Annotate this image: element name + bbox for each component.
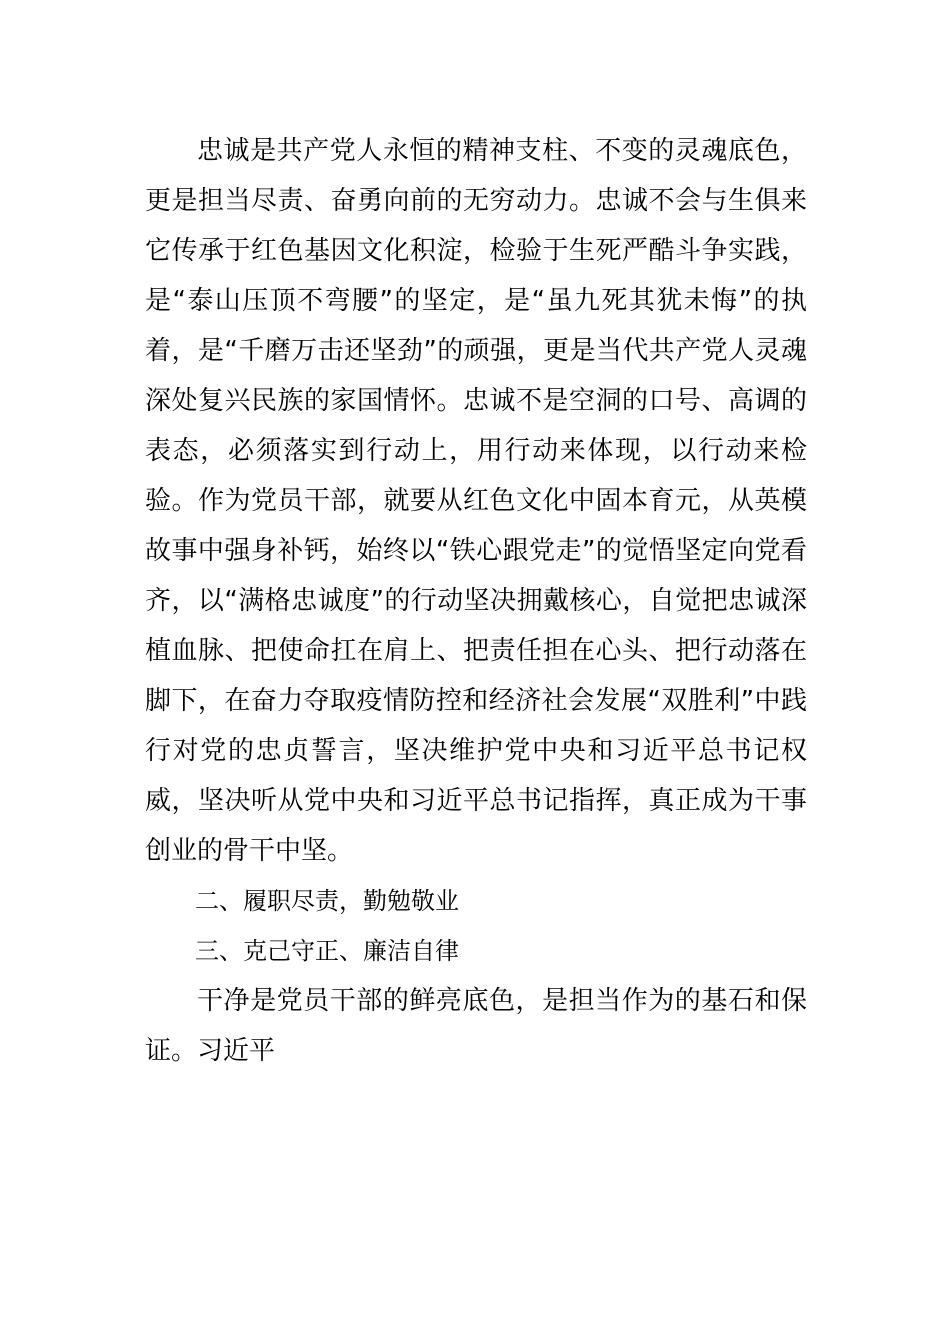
- document-body: [145, 126, 807, 1076]
- section-heading-2: 二、履职尽责，勤勉敬业: [195, 887, 459, 915]
- paragraph-loyalty: 忠诚是共产党人永恒的精神支柱、不变的灵魂底色，更是担当尽责、奋勇向前的无穷动力。忠诚不会与生俱来它传承于红色基因文化积淀，检验于生死严酷斗争实践，是“泰山压顶不弯腰”的坚定，是“虽九死其犹未悔”的执着，是“千磨万击还坚劲”的顽强，更是当代共产党人灵魂深处复兴民族的家国情怀。忠诚不是空洞的口号、高调的表态，必须落实到行动上，用行动来体现，以行动来检验。作为党员干部，就要从红色文化中固本育元，从英模故事中强身补钙，始终以“铁心跟党走”的觉悟坚定向党看齐，以“满格忠诚度”的行动坚决拥戴核心，自觉把忠诚深植血脉、把使命扛在肩上、把责任担在心头、把行动落在脚下，在奋力夺取疫情防控和经济社会发展“双胜利”中践行对党的忠贞誓言，坚决维护党中央和习近平总书记权威，坚决听从党中央和习近平总书记指挥，真正成为干事创业的骨干中坚。: [145, 136, 807, 866]
- paragraph-integrity: 干净是党员干部的鲜亮底色，是担当作为的基石和保证。习近平: [145, 986, 807, 1066]
- section-heading-3: 三、克己守正、廉洁自律: [195, 937, 459, 965]
